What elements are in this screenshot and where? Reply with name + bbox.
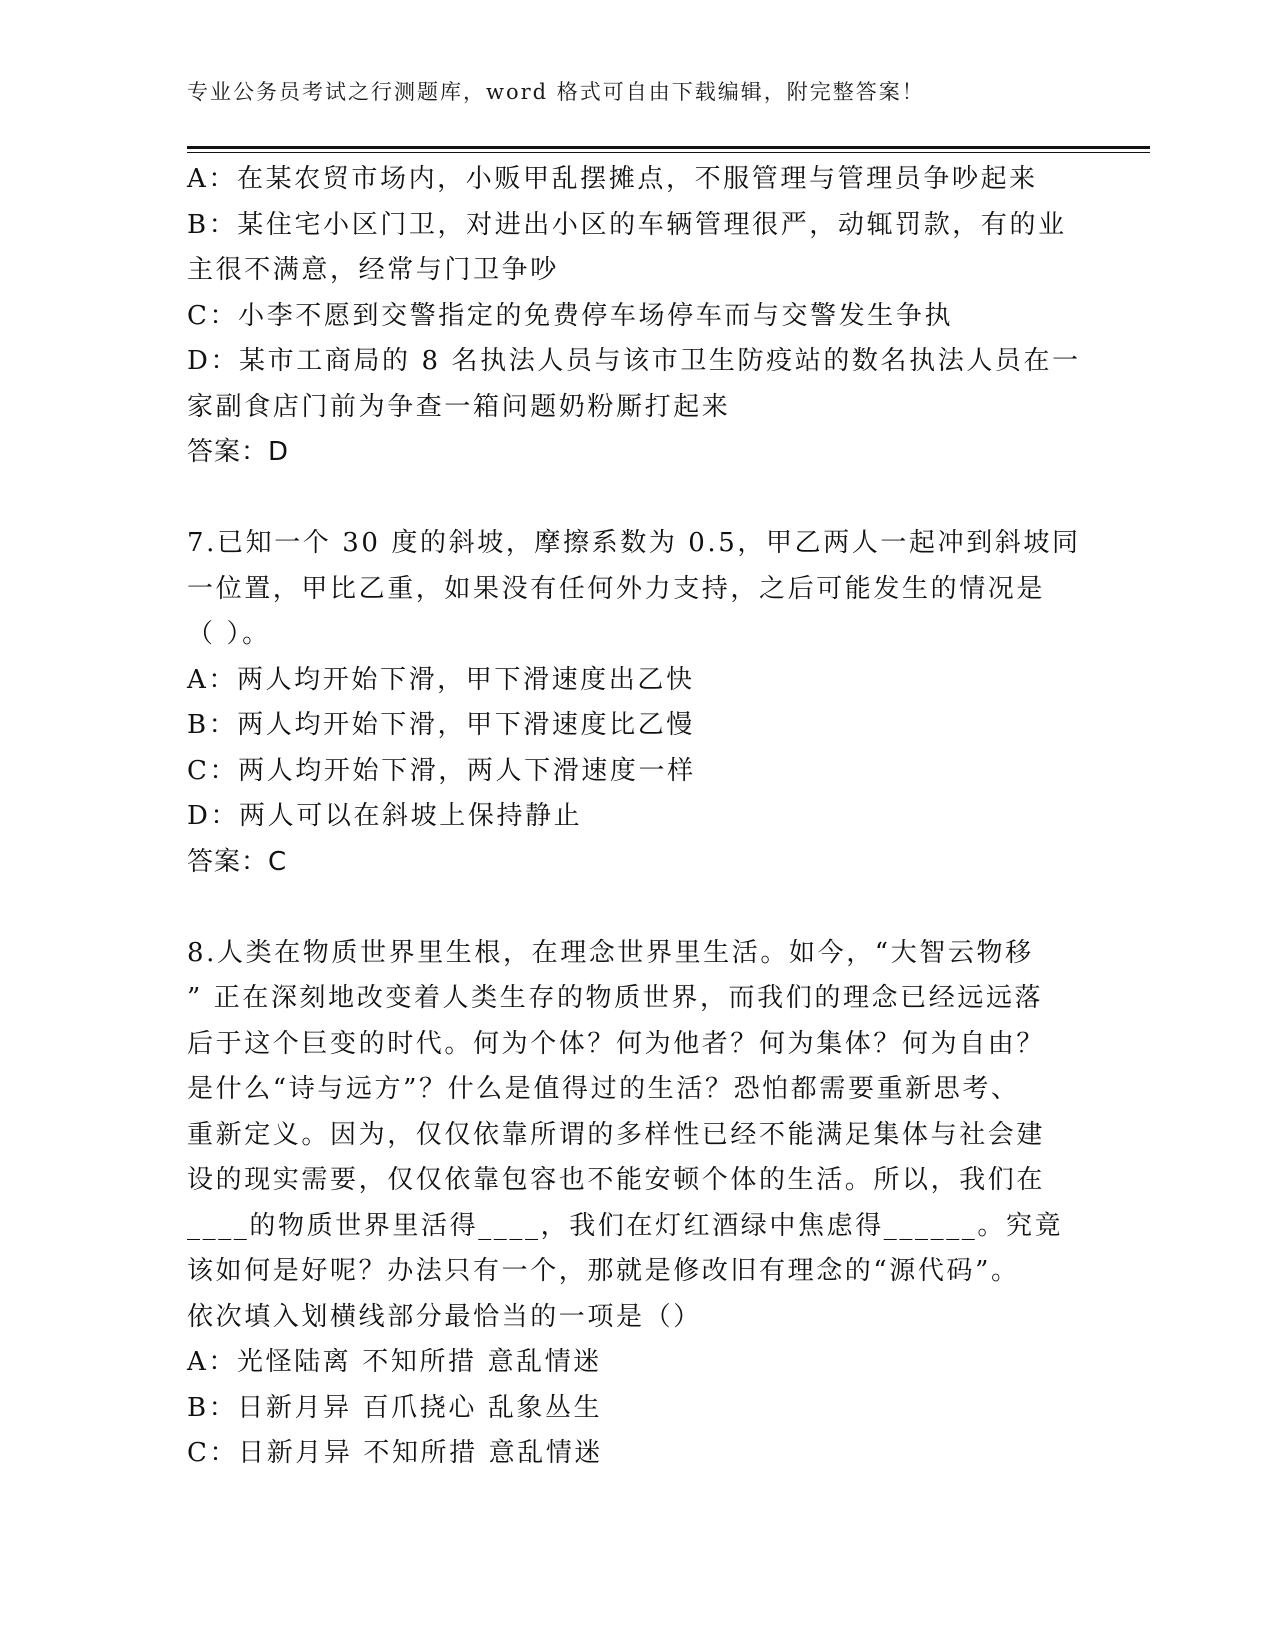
question-7 — [187, 521, 1081, 885]
question-stem-cont: ____的物质世界里活得____，我们在灯红酒绿中焦虑得______。究竟 — [187, 1210, 1064, 1241]
question-stem-cont: （ ）。 — [187, 619, 271, 649]
question-stem-cont: 后于这个巨变的时代。何为个体？何为他者？何为集体？何为自由？ — [187, 1028, 1046, 1059]
option-b-cont: 主很不满意，经常与门卫争吵 — [187, 255, 559, 285]
option-c: C：日新月异 不知所措 意乱情迷 — [187, 1438, 604, 1468]
answer: 答案：C — [187, 846, 288, 877]
option-b: B：某住宅小区门卫，对进出小区的车辆管理很严，动辄罚款，有的业 — [187, 209, 1067, 240]
answer: 答案：D — [187, 437, 290, 467]
question-stem-cont: 设的现实需要，仅仅依靠包容也不能安顿个体的生活。所以，我们在 — [187, 1165, 1046, 1195]
spacer — [187, 476, 1077, 522]
question-8 — [187, 931, 1077, 1477]
question-6 — [187, 157, 1081, 476]
option-d: D：两人可以在斜坡上保持静止 — [187, 801, 583, 831]
option-b: B：日新月异 百爪挠心 乱象丛生 — [187, 1392, 603, 1423]
header-rule-thin — [187, 152, 1150, 153]
question-stem-cont: 一位置，甲比乙重，如果没有任何外力支持，之后可能发生的情况是 — [187, 573, 1046, 604]
option-d: D：某市工商局的 8 名执法人员与该市卫生防疫站的数名执法人员在一 — [187, 346, 1081, 376]
header-rule-thick — [187, 146, 1150, 149]
option-d-cont: 家副食店门前为争查一箱问题奶粉厮打起来 — [187, 391, 731, 422]
question-stem: 8.人类在物质世界里生根，在理念世界里生活。如今，“大智云物移 — [187, 937, 1034, 968]
question-stem-cont: 该如何是好呢？办法只有一个，那就是修改旧有理念的“源代码”。 — [187, 1256, 1020, 1286]
option-c: C：两人均开始下滑，两人下滑速度一样 — [187, 755, 696, 786]
question-content — [187, 157, 1081, 1477]
option-a: A：光怪陆离 不知所措 意乱情迷 — [187, 1347, 602, 1377]
question-stem-cont: 重新定义。因为，仅仅依靠所谓的多样性已经不能满足集体与社会建 — [187, 1119, 1046, 1150]
page-header: 专业公务员考试之行测题库，word 格式可自由下载编辑，附完整答案！ — [187, 80, 925, 104]
question-stem-cont: 是什么“诗与远方”？什么是值得过的生活？恐怕都需要重新思考、 — [187, 1074, 1020, 1104]
option-a: A：两人均开始下滑，甲下滑速度出乙快 — [187, 664, 695, 695]
spacer — [187, 885, 1077, 931]
option-a: A：在某农贸市场内，小贩甲乱摆摊点，不服管理与管理员争吵起来 — [187, 164, 1038, 194]
option-b: B：两人均开始下滑，甲下滑速度比乙慢 — [187, 710, 695, 740]
question-stem-cont: ” 正在深刻地改变着人类生存的物质世界，而我们的理念已经远远落 — [187, 983, 1044, 1013]
question-stem: 7.已知一个 30 度的斜坡，摩擦系数为 0.5，甲乙两人一起冲到斜坡同 — [187, 528, 1081, 558]
question-stem-cont: 依次填入划横线部分最恰当的一项是（） — [187, 1301, 702, 1332]
option-c: C：小李不愿到交警指定的免费停车场停车而与交警发生争执 — [187, 300, 954, 331]
